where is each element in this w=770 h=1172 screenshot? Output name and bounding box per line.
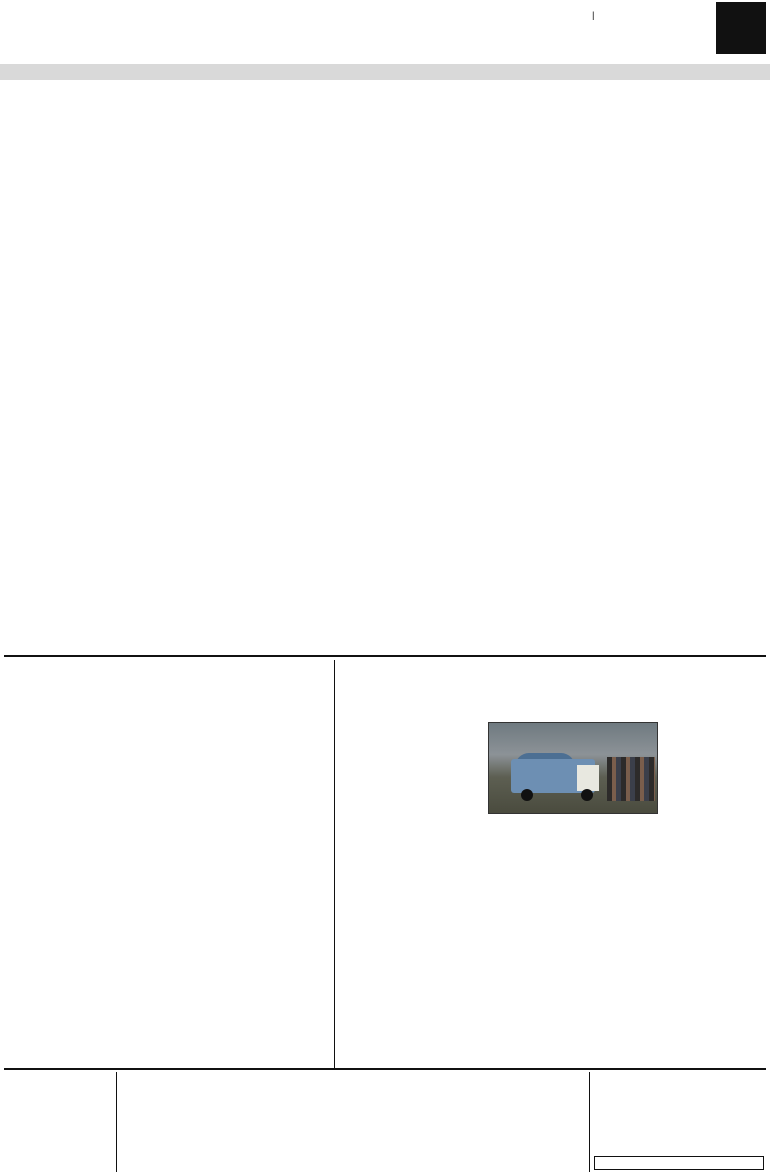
bajaj-col-1: [120, 1112, 233, 1172]
tanker-wheel: [521, 789, 533, 801]
police-story: [4, 1112, 114, 1172]
water-col-2: [486, 818, 658, 1066]
divider: [4, 1068, 766, 1070]
divider: [4, 655, 766, 657]
dateline: |: [592, 10, 595, 21]
bajaj-col-3: [357, 1112, 470, 1172]
divider: [589, 1072, 590, 1172]
people-group: [607, 757, 655, 801]
tanker-wheel: [581, 789, 593, 801]
mirwaiz-story: [4, 734, 330, 1066]
divider: [116, 1072, 117, 1172]
bajaj-col-4: [476, 1112, 589, 1172]
water-tanker-photo: [488, 722, 658, 814]
bajaj-story: [120, 1112, 588, 1172]
divider: [334, 660, 335, 1068]
newspaper-logo: [6, 6, 141, 64]
page-number: [716, 2, 766, 54]
section-band: [0, 64, 770, 80]
selection-story: [592, 1098, 766, 1124]
water-col-1: [338, 722, 480, 1066]
mirwaiz-col-2: [170, 734, 330, 1066]
masthead: [0, 0, 770, 70]
tanker-cab: [577, 765, 599, 791]
mirwaiz-col-1: [4, 734, 164, 1066]
bajaj-col-2: [239, 1112, 352, 1172]
name-change-notice: [594, 1156, 764, 1170]
water-col-3: [664, 722, 766, 1066]
front-page-continuations: [4, 84, 766, 652]
